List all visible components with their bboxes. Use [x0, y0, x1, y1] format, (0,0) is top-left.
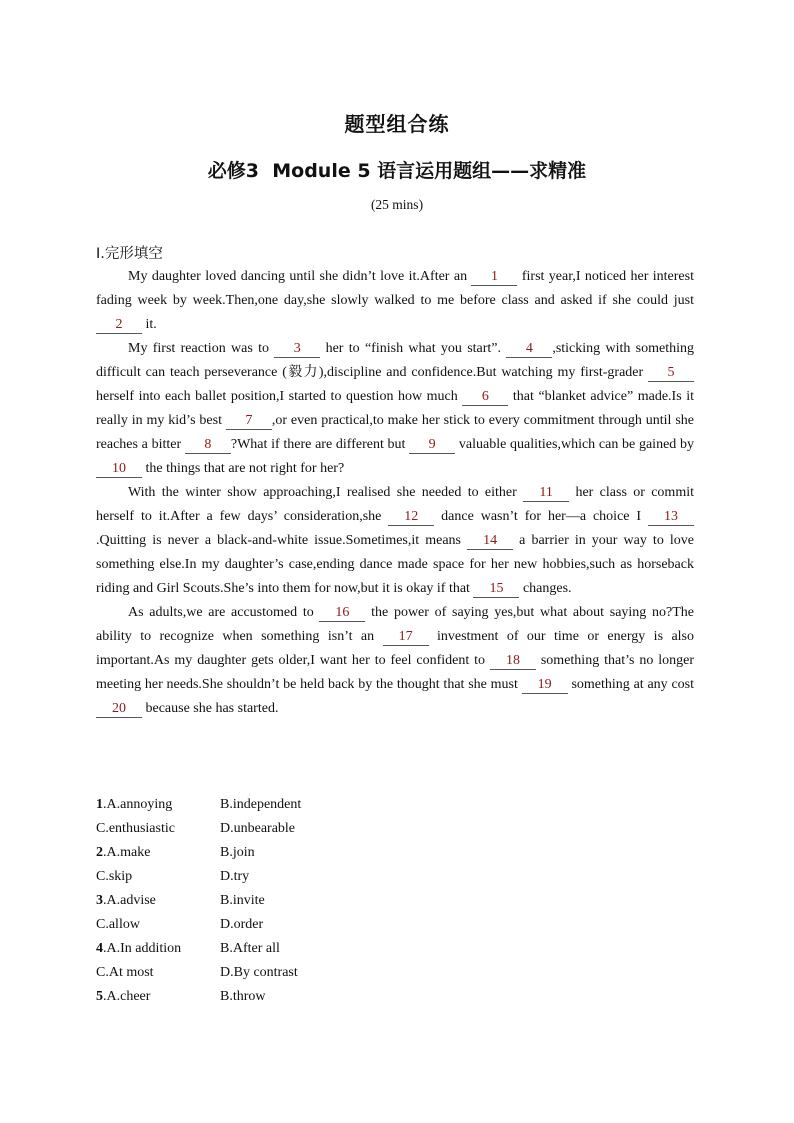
option-b: B.invite: [220, 893, 265, 908]
passage-text: first year,I noticed her interest fading week by week.Then,one day,she slowly walked to me before class and asked if she could just: [96, 269, 694, 308]
passage-text: valuable qualities,which can be gained by: [455, 437, 695, 452]
blank-2: 2: [96, 316, 142, 334]
option-d: D.try: [220, 869, 250, 884]
option-a: 3.A.advise: [96, 893, 156, 908]
question-number: 3: [96, 893, 103, 908]
option-row: [96, 985, 301, 1009]
blank-8: 8: [185, 436, 231, 454]
option-b: B.join: [220, 845, 255, 860]
passage-text: With the winter show approaching,I realised she needed to either: [128, 485, 524, 500]
question-number: 1: [96, 797, 103, 812]
page-title: 题型组合练: [344, 112, 450, 136]
passage-text: .Quitting is never a black-and-white issue.Sometimes,it means: [96, 533, 468, 548]
blank-20: 20: [96, 700, 142, 718]
blank-15: 15: [473, 580, 519, 598]
option-c: C.skip: [96, 869, 133, 884]
blank-6: 6: [462, 388, 508, 406]
blank-13: 13: [648, 508, 694, 526]
passage-text: investment of our time or energy is also important.As my daughter gets older,I want her to feel confident to: [96, 629, 695, 668]
option-a: 4.A.In addition: [96, 941, 182, 956]
time-limit: (25 mins): [370, 197, 424, 212]
page-subtitle: 必修3 Module 5 语言运用题组——求精准: [207, 160, 587, 182]
blank-17: 17: [383, 628, 429, 646]
option-d: D.order: [220, 917, 264, 932]
option-row: [96, 889, 301, 913]
blank-12: 12: [388, 508, 434, 526]
passage-text: the things that are not right for her?: [142, 461, 345, 476]
option-a-text: A.In addition: [106, 941, 182, 956]
option-row: [96, 865, 301, 889]
option-c: C.allow: [96, 917, 140, 932]
passage-text: something that’s no longer meeting her needs.She shouldn’t be held back by the thought that she must: [96, 653, 694, 692]
passage-paragraph: [96, 481, 694, 601]
option-b: B.After all: [220, 941, 280, 956]
option-c: C.enthusiastic: [96, 821, 175, 836]
option-a-text: A.annoying: [106, 797, 173, 812]
passage-text: ?What if there are different but: [230, 437, 410, 452]
question-number: 5: [96, 989, 103, 1004]
passage-text: her to “finish what you start”.: [320, 341, 507, 356]
blank-3: 3: [274, 340, 320, 358]
option-d: D.unbearable: [220, 821, 296, 836]
option-a-text: A.advise: [106, 893, 156, 908]
blank-16: 16: [319, 604, 365, 622]
option-a: 5.A.cheer: [96, 989, 151, 1004]
passage-text: the power of saying yes,but what about saying no?The ability to recognize when something isn’t an: [96, 605, 694, 644]
blank-9: 9: [409, 436, 455, 454]
question-number: 2: [96, 845, 103, 860]
option-row: [96, 841, 301, 865]
passage-paragraph: [96, 601, 694, 721]
passage-text: it.: [142, 317, 157, 332]
passage-text: a barrier in your way to love something else.In my daughter’s case,ending dance made space for her new hobbies,such as horseback riding and Girl Scouts.She’s into them for now,but it is okay if that: [96, 533, 694, 596]
passage-text: changes.: [519, 581, 572, 596]
passage-text: dance wasn’t for her—a choice I: [434, 509, 648, 524]
blank-10: 10: [96, 460, 142, 478]
option-a-text: A.cheer: [106, 989, 151, 1004]
section-heading: Ⅰ.完形填空: [96, 246, 163, 262]
option-row: [96, 937, 301, 961]
passage-text: As adults,we are accustomed to: [128, 605, 320, 620]
option-a-text: A.make: [106, 845, 151, 860]
option-row: [96, 793, 301, 817]
option-a: 2.A.make: [96, 845, 151, 860]
blank-1: 1: [471, 268, 517, 286]
passage-text: because she has started.: [142, 701, 279, 716]
passage-text: My daughter loved dancing until she didn’t love it.After an: [128, 269, 472, 284]
option-b: B.independent: [220, 797, 302, 812]
blank-11: 11: [523, 484, 569, 502]
blank-4: 4: [506, 340, 552, 358]
passage-text: herself into each ballet position,I started to question how much: [96, 389, 463, 404]
option-a: 1.A.annoying: [96, 797, 173, 812]
option-c: C.At most: [96, 965, 154, 980]
answer-options: [96, 793, 301, 1009]
question-number: 4: [96, 941, 103, 956]
option-row: [96, 817, 301, 841]
passage-text: that “blanket advice” made.Is it really in my kid’s best: [96, 389, 695, 428]
passage-text: something at any cost: [567, 677, 695, 692]
passage-paragraph: [96, 265, 694, 337]
option-row: [96, 961, 301, 985]
passage-paragraph: [96, 337, 694, 481]
cloze-passage: [96, 265, 694, 721]
blank-7: 7: [226, 412, 272, 430]
blank-18: 18: [490, 652, 536, 670]
passage-text: My first reaction was to: [128, 341, 275, 356]
option-d: D.By contrast: [220, 965, 298, 980]
blank-5: 5: [648, 364, 694, 382]
blank-14: 14: [467, 532, 513, 550]
option-row: [96, 913, 301, 937]
passage-text: ,or even practical,to make her stick to every commitment through until she reaches a bitter: [96, 413, 694, 452]
passage-text: her class or commit herself to it.After a few days’ consideration,she: [96, 485, 694, 524]
passage-text: ,sticking with something difficult can teach perseverance (毅力),discipline and confidence.But watching my first-grader: [96, 341, 694, 380]
option-b: B.throw: [220, 989, 266, 1004]
blank-19: 19: [522, 676, 568, 694]
